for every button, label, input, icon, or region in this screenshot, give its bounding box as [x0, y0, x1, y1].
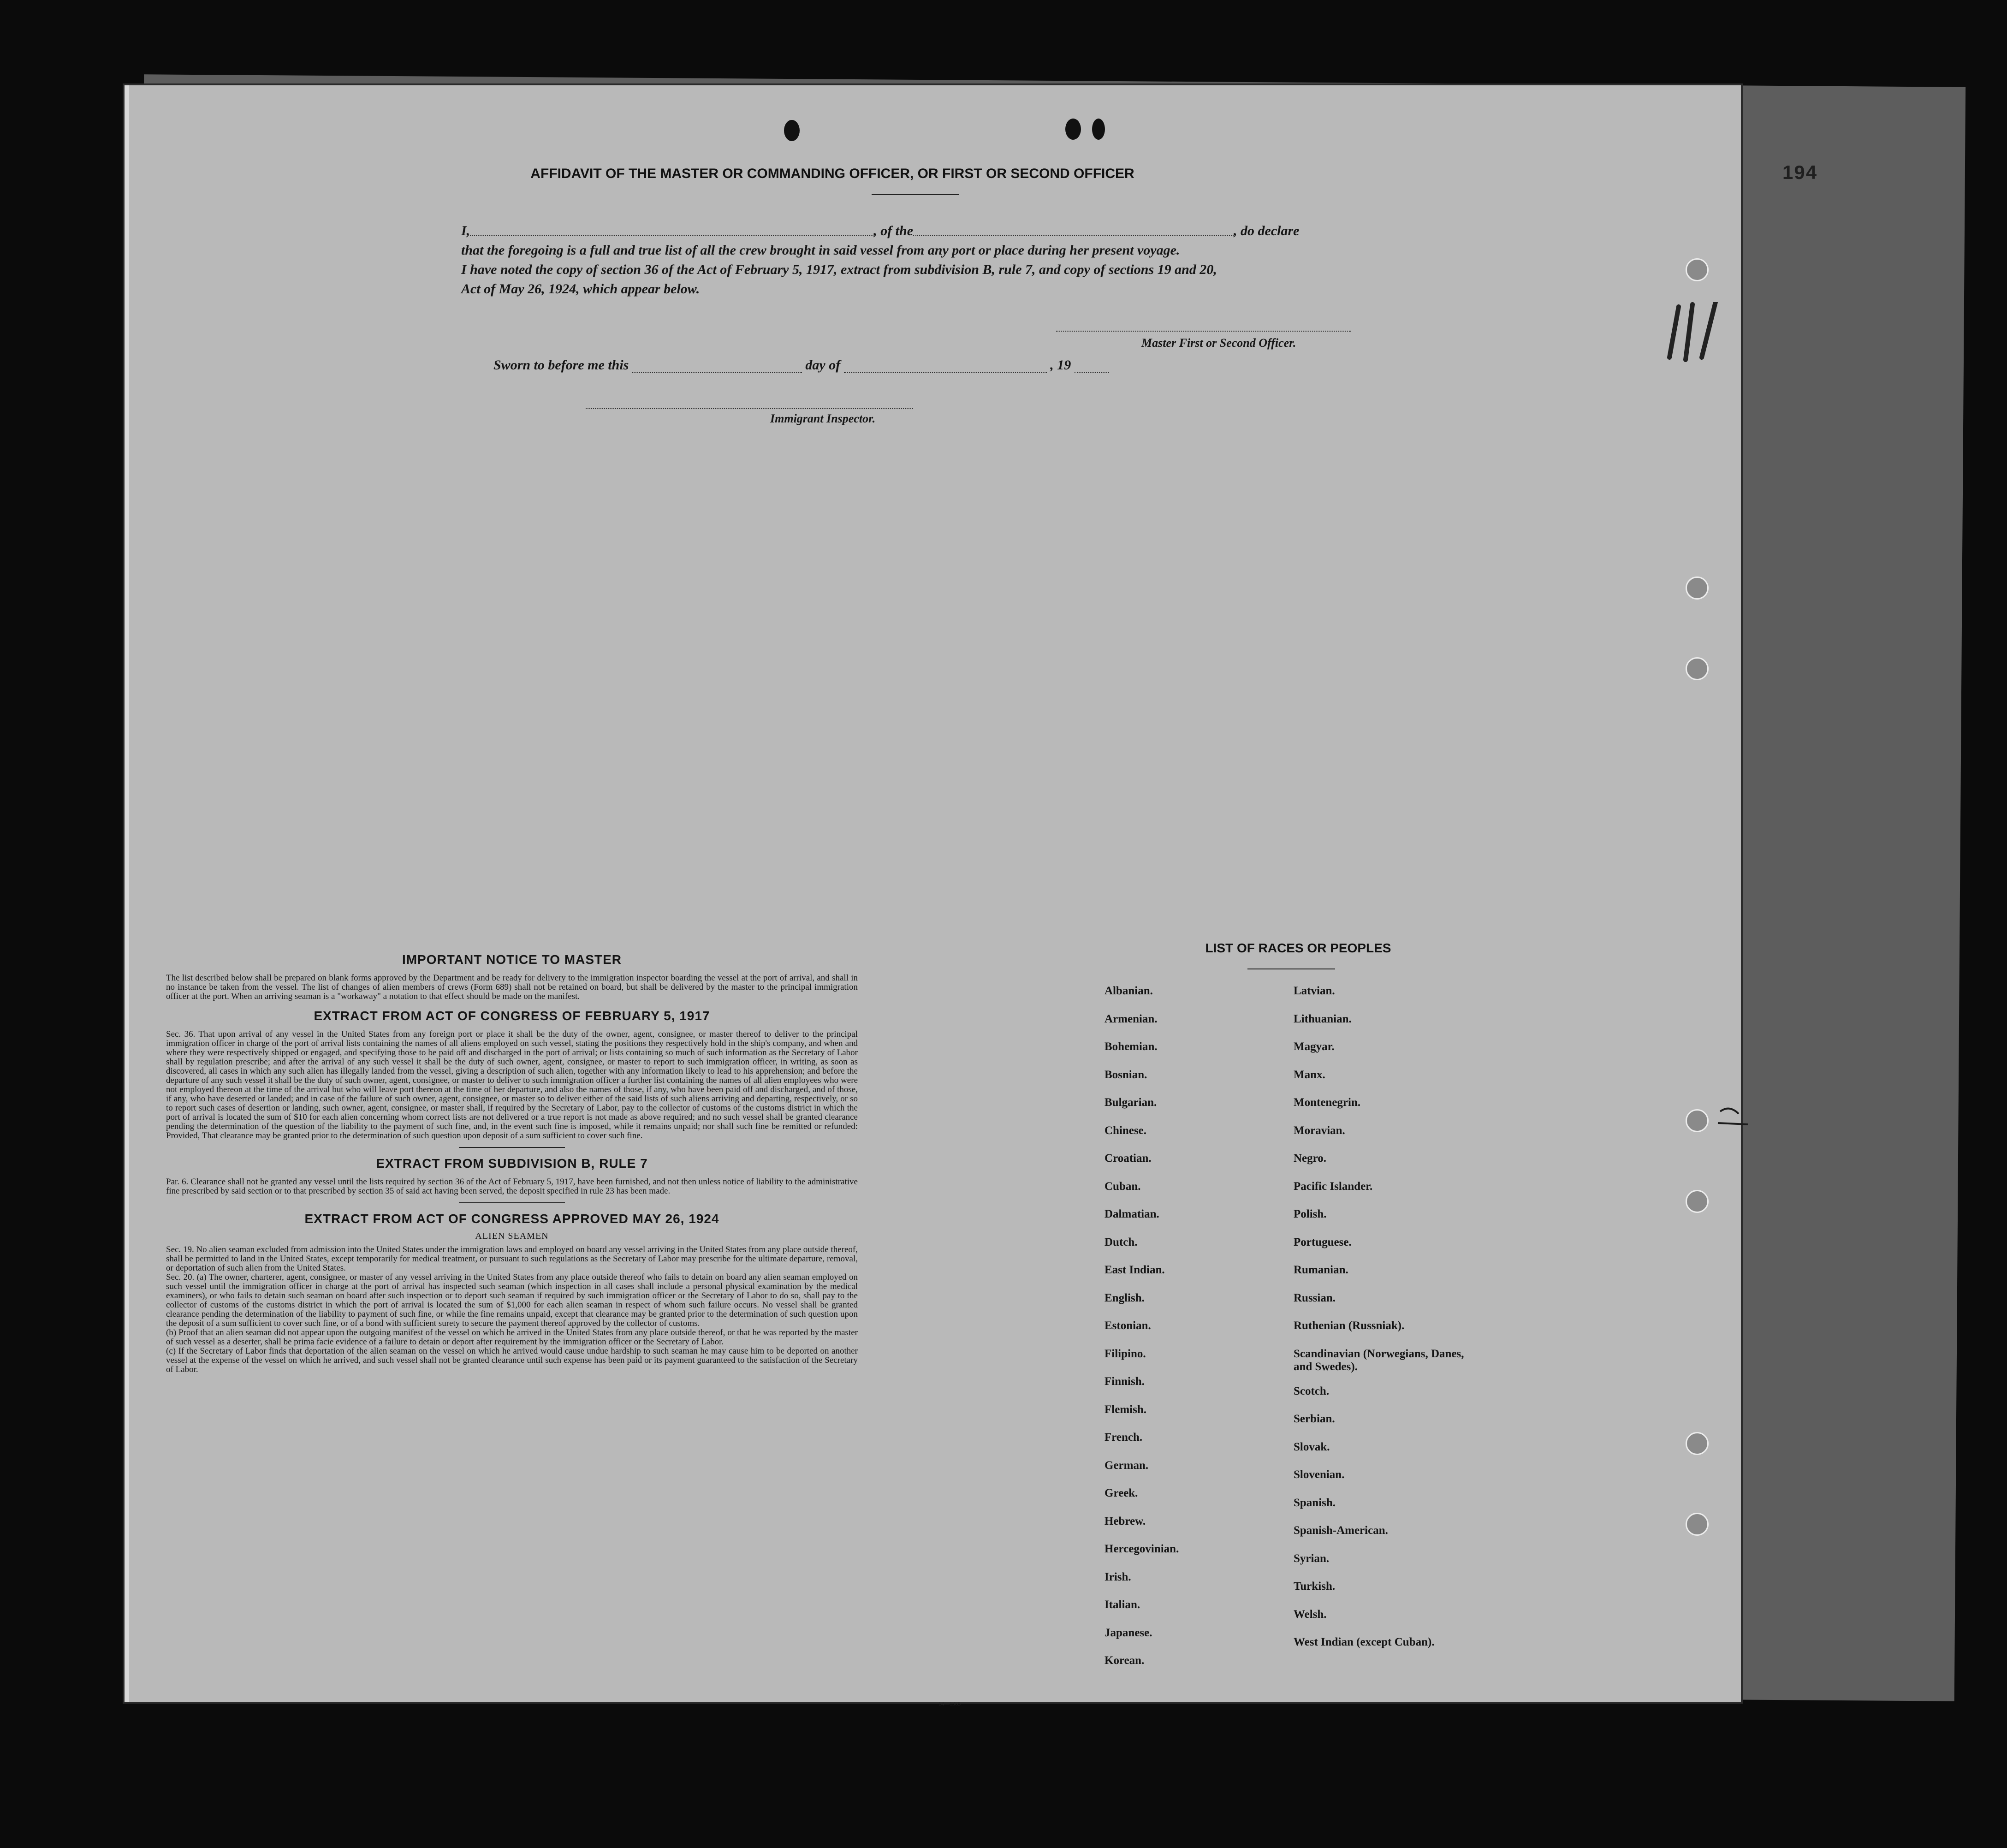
race-item: Filipino.: [1104, 1347, 1146, 1360]
race-item: Latvian.: [1294, 985, 1335, 997]
race-item: Bohemian.: [1104, 1040, 1158, 1053]
race-item: Portuguese.: [1294, 1236, 1352, 1248]
race-item: Albanian.: [1104, 985, 1153, 997]
race-item: Japanese.: [1104, 1626, 1152, 1639]
race-item: Moravian.: [1294, 1124, 1345, 1137]
section-20a-text: Sec. 20. (a) The owner, charterer, agent, consignee, or master of any vessel arriving in the United States from any place outside thereof who fails to detain on board any alien seaman employed on such vessel until the immigration officer in charge at the port of arrival has inspected such seaman (which inspection in all cases shall include a personal physical examination by the medical examiners), or who fails to detain such seaman on board after such inspection or to deport such seaman if required by such immigration officer or the Secretary of Labor to do so, shall pay to the collector of customs of the customs district in which the port of arrival is located the sum of $1,000 for each alien seaman in respect of whom such failure occurs. No vessel shall be granted clearance pending the determination of the liability to payment of such fine, or while the fine remains unpaid, except that clearance may be granted prior to the determination of such question upon the deposit of a sum sufficient to cover such fine, or of a bond with sufficient surety to secure the payment thereof approved by the collector of customs.: [166, 1272, 858, 1328]
sworn-year-label: , 19: [1050, 357, 1071, 373]
race-item: Russian.: [1294, 1291, 1336, 1304]
master-signature-caption: Master First or Second Officer.: [1141, 336, 1296, 350]
sworn-day-blank: [632, 358, 802, 373]
race-item: Polish.: [1294, 1208, 1327, 1220]
race-item: Cuban.: [1104, 1180, 1141, 1193]
sworn-month-blank: [844, 358, 1047, 373]
race-item: Scotch.: [1294, 1385, 1330, 1397]
section-20c-text: (c) If the Secretary of Labor finds that deportation of the alien seaman on the vessel on which he arrived would cause undue hardship to such seaman he may cause him to be deported on another vessel at the expense of the vessel on which he arrived, and such vessel shall not be granted clearance until such expense has been paid or its payment guaranteed to the satisfaction of the Secretary of Labor.: [166, 1346, 858, 1374]
race-item: Slovak.: [1294, 1440, 1330, 1453]
race-item: Bulgarian.: [1104, 1096, 1157, 1109]
extract-rule-7-heading: EXTRACT FROM SUBDIVISION B, RULE 7: [376, 1156, 648, 1171]
races-left-column: [1104, 985, 1179, 1682]
binder-hole: [1686, 258, 1709, 281]
affidavit-sheet: [125, 85, 1741, 1707]
title-rule: [872, 194, 959, 195]
binder-hole: [1686, 576, 1709, 600]
pencil-annotation: [1716, 1102, 1752, 1130]
race-item: German.: [1104, 1459, 1149, 1472]
affidavit-i-label: I,: [461, 223, 470, 238]
section-20b-text: (b) Proof that an alien seaman did not appear upon the outgoing manifest of the vessel on which he arrived in the United States from any place outside thereof, or that he was reported by the master of such vessel as a deserter, shall be prima facie evidence of a failure to detain or deport after requirement by the immigration officer or the Secretary of Labor.: [166, 1328, 858, 1347]
race-item: Turkish.: [1294, 1580, 1336, 1592]
section-rule: [459, 1202, 565, 1203]
race-item: Dutch.: [1104, 1236, 1138, 1248]
race-item: Magyar.: [1294, 1040, 1335, 1053]
race-item: Bosnian.: [1104, 1068, 1147, 1081]
race-item: Hercegovinian.: [1104, 1543, 1179, 1555]
punched-hole: [1092, 119, 1105, 140]
binder-hole: [1686, 1432, 1709, 1455]
race-item: Negro.: [1294, 1152, 1327, 1165]
race-item: Flemish.: [1104, 1403, 1146, 1416]
extract-1917-heading: EXTRACT FROM ACT OF CONGRESS OF FEBRUARY 5, 1917: [314, 1009, 710, 1023]
race-item: Welsh.: [1294, 1608, 1327, 1621]
race-item: Lithuanian.: [1294, 1012, 1352, 1025]
section-19-text: Sec. 19. No alien seaman excluded from admission into the United States under the immigration laws and employed on board any vessel arriving in the United States from any place outside thereof, shall be permitted to land in the United States, except temporarily for medical treatment, or pursuant to such regulations as the Secretary of Labor may prescribe for the ultimate departure, removal, or deportation of such alien from the United States.: [166, 1245, 858, 1273]
race-item: Syrian.: [1294, 1552, 1330, 1565]
race-item: Serbian.: [1294, 1413, 1335, 1425]
race-item: Greek.: [1104, 1487, 1138, 1499]
race-item: Estonian.: [1104, 1319, 1151, 1332]
race-item: Korean.: [1104, 1654, 1145, 1667]
sworn-statement: [493, 357, 1109, 373]
race-item: Rumanian.: [1294, 1264, 1348, 1276]
master-signature-line: [1056, 331, 1351, 332]
notice-heading: IMPORTANT NOTICE TO MASTER: [402, 952, 622, 967]
section-rule: [459, 1147, 565, 1148]
race-item: Dalmatian.: [1104, 1208, 1159, 1220]
binder-hole: [1686, 1513, 1709, 1536]
race-item: Chinese.: [1104, 1124, 1146, 1137]
binder-hole: [1686, 1190, 1709, 1213]
notice-text: The list described below shall be prepared on blank forms approved by the Department and be ready for delivery to the immigration inspector boarding the vessel at the port of arrival, and shall in no instance be taken from the vessel. The list of changes of alien members of crews (Form 689) shall not be retained on board, but shall be delivered by the master to the principal immigration officer at the port. When an arriving seaman is a "workaway" a notation to that effect should be made on the manifest.: [166, 973, 858, 1001]
sworn-prefix: Sworn to before me this: [493, 357, 629, 373]
race-item: Italian.: [1104, 1598, 1140, 1611]
form-code: 14—1365: [938, 1700, 961, 1707]
extract-1917-text: Sec. 36. That upon arrival of any vessel in the United States from any foreign port or place it shall be the duty of the owner, agent, consignee, or master thereof to deliver to the principal immigration officer in charge of the port of arrival lists containing the names of all aliens employed on such vessel, stating the positions they respectively hold in the ship's company, and when and where they were respectively shipped or engaged, and specifying those to be paid off and discharged in the port of arrival; or lists containing so much of such information as the Secretary of Labor shall by regulation prescribe; and after the arrival of any such vessel it shall be the duty of such owner, agent, consignee, or master to report to such immigration officer, in writing, as soon as discovered, all cases in which any such alien has illegally landed from the vessel, giving a description of such alien, together with any information likely to lead to his apprehension; and before the departure of any such vessel it shall be the duty of such owner, agent, consignee, or master to deliver to such immigration officer a further list containing the names of all alien employees who were not employed thereon at the time of the arrival but who will leave port thereon at the time of her departure, and also the names of those, if any, who have been paid off and discharged, and of those, if any, who have deserted or landed; and in case of the failure of such owner, agent, consignee, or master so to deliver either of the said lists of such aliens arriving and departing, respectively, or so to report such cases of desertion or landing, such owner, agent, consignee, or master shall, if required by the Secretary of Labor, pay to the collector of customs of the customs district in which the port of arrival is located the sum of $10 for each alien concerning whom correct lists are not delivered or a true report is not made as above required; and no such vessel shall be granted clearance pending the determination of the question of the liability to the payment of such fine, and, in the event such fine is imposed, while it remains unpaid; nor shall such fine be remitted or refunded: Provided, That clearance may be granted prior to the determination of such question upon deposit of a sum sufficient to cover such fine.: [166, 1029, 858, 1141]
race-item: Spanish.: [1294, 1496, 1336, 1509]
alien-seamen-subheading: ALIEN SEAMEN: [475, 1231, 549, 1241]
binder-hole: [1686, 657, 1709, 680]
affidavit-of-the-label: , of the: [873, 223, 914, 238]
race-item: English.: [1104, 1291, 1145, 1304]
punched-hole: [784, 120, 800, 141]
race-item: Scandinavian (Norwegians, Danes, and Swedes).: [1294, 1347, 1464, 1373]
race-item: West Indian (except Cuban).: [1294, 1636, 1435, 1648]
notice-section: [166, 952, 858, 1374]
race-item: Armenian.: [1104, 1012, 1158, 1025]
race-item: Finnish.: [1104, 1375, 1145, 1388]
sworn-day-of-label: day of: [805, 357, 841, 373]
affidavit-statement: [461, 221, 1384, 299]
affidavit-line-4: Act of May 26, 1924, which appear below.: [461, 281, 700, 297]
affidavit-do-declare-label: , do declare: [1234, 223, 1300, 238]
races-right-column: [1294, 985, 1487, 1664]
race-item: Croatian.: [1104, 1152, 1152, 1165]
race-item: Spanish-American.: [1294, 1524, 1388, 1537]
vessel-name-blank: [913, 221, 1234, 236]
extract-1924-heading: EXTRACT FROM ACT OF CONGRESS APPROVED MAY 26, 1924: [304, 1212, 719, 1226]
race-item: French.: [1104, 1431, 1143, 1444]
inspector-signature-line: [586, 408, 913, 409]
race-item: Irish.: [1104, 1570, 1131, 1583]
pencil-annotation: [1665, 302, 1757, 362]
extract-rule-7-text: Par. 6. Clearance shall not be granted any vessel until the lists required by section 36 of the Act of February 5, 1917, have been furnished, and not then unless notice of liability to the administrative fine prescribed by said section or to that prescribed by section 35 of said act having been served, the deposit specified in rule 23 has been made.: [166, 1177, 858, 1196]
race-item: Pacific Islander.: [1294, 1180, 1373, 1193]
race-item: Manx.: [1294, 1068, 1325, 1081]
affidavit-line-3: I have noted the copy of section 36 of the Act of February 5, 1917, extract from subdivision B, rule 7, and copy of sections 19 and 20,: [461, 262, 1217, 277]
officer-name-blank: [470, 221, 873, 236]
sworn-year-blank: [1075, 358, 1109, 373]
race-item: Slovenian.: [1294, 1468, 1345, 1481]
race-item: Hebrew.: [1104, 1515, 1146, 1527]
race-item: Montenegrin.: [1294, 1096, 1361, 1109]
race-item: Ruthenian (Russniak).: [1294, 1319, 1405, 1332]
inspector-signature-caption: Immigrant Inspector.: [770, 412, 876, 425]
race-item: East Indian.: [1104, 1264, 1165, 1276]
affidavit-line-1: [461, 221, 1384, 241]
page-number: 194: [1782, 161, 1818, 183]
punched-hole: [1065, 119, 1081, 140]
binder-hole: [1686, 1109, 1709, 1132]
affidavit-title: AFFIDAVIT OF THE MASTER OR COMMANDING OFFICER, OR FIRST OR SECOND OFFICER: [530, 166, 1134, 181]
races-heading: LIST OF RACES OR PEOPLES: [1205, 941, 1391, 955]
affidavit-line-2: that the foregoing is a full and true list of all the crew brought in said vessel from any port or place during her present voyage.: [461, 243, 1180, 258]
